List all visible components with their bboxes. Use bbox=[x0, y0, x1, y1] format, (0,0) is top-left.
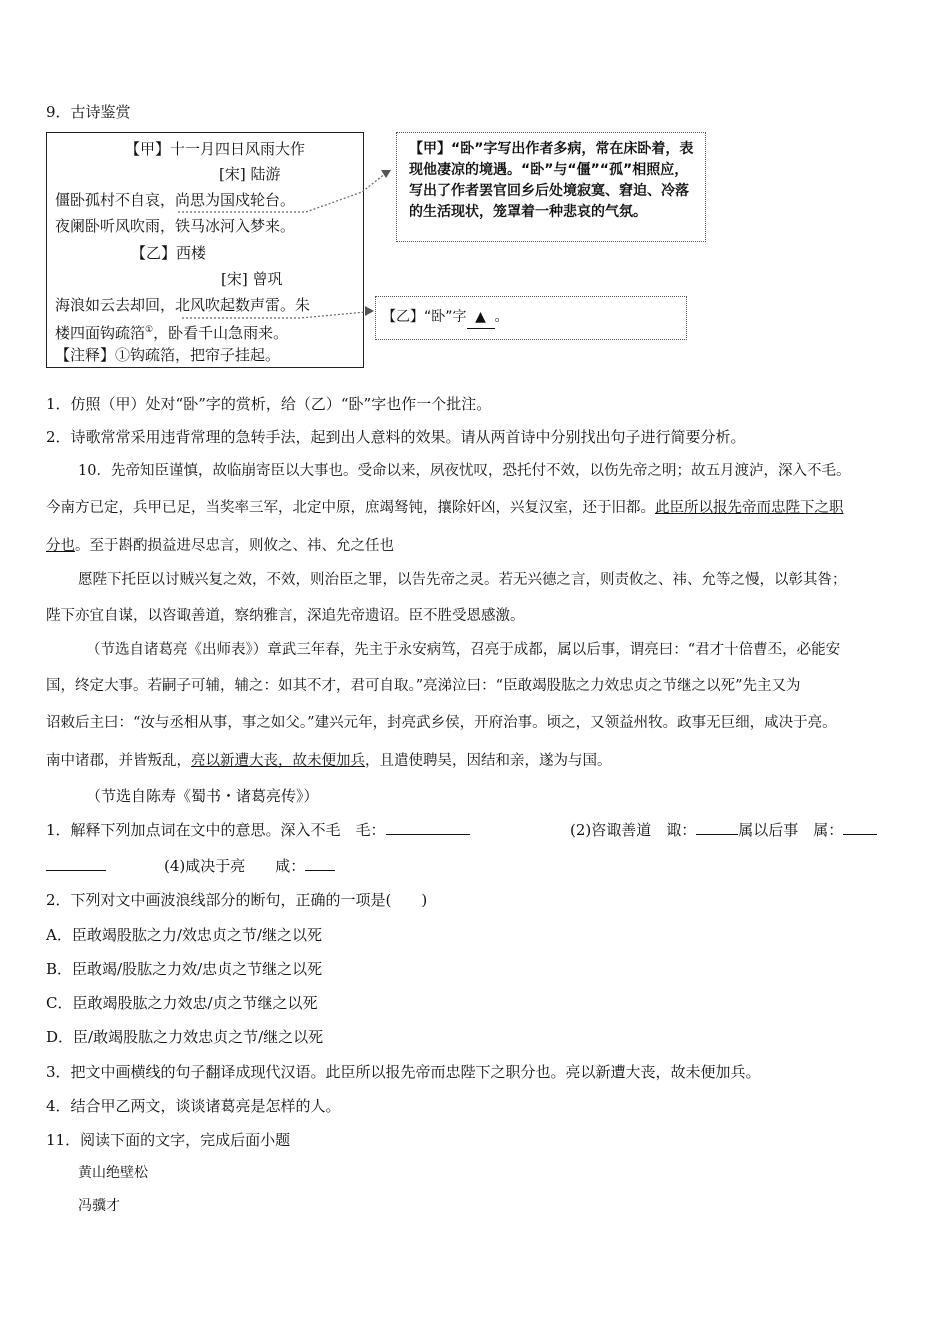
poem-jia-line2: 夜阑卧听风吹雨，铁马冰河入梦来。 bbox=[55, 217, 296, 235]
poem-jia-line1: 僵卧孤村不自哀，尚思为国戍轮台。 bbox=[55, 191, 296, 209]
blank-mao[interactable] bbox=[386, 820, 470, 835]
arrow-yi-head bbox=[365, 306, 374, 316]
q10-p3-line3: 诏敕后主曰：“汝与丞相从事，事之如父。”建兴元年，封亮武乡侯，开府治事。顷之，又领益州牧。政事无巨细，咸决于亮。 bbox=[46, 715, 837, 731]
q10-p3-line2: 国，终定大事。若嗣子可辅，辅之：如其不才，君可自取。”亮涕泣曰：“臣敢竭股肱之力效忠贞之节继之以死”先主又为 bbox=[46, 678, 801, 694]
q10-p3-line1: （节选自诸葛亮《出师表》）章武三年春，先主于永安病笃，召亮于成都，属以后事，谓亮曰：“君才十倍曹丕，必能安 bbox=[86, 642, 841, 658]
blank-shu[interactable] bbox=[843, 820, 877, 835]
q10-p1-line1: 10．先帝知臣谨慎，故临崩寄臣以大事也。受命以来，夙夜忧叹，恐托付不效，以伤先帝之明；故五月渡泸，深入不毛。 bbox=[78, 463, 851, 479]
arrow-yi bbox=[182, 312, 366, 318]
q10-question2: 2．下列对文中画波浪线部分的断句，正确的一项是( ) bbox=[46, 891, 428, 909]
option-b: B．臣敢竭/股肱之力效/忠贞之节继之以死 bbox=[46, 960, 323, 978]
underlined-sentence-1: 此臣所以报先帝而忠陛下之职 bbox=[655, 500, 844, 516]
option-c: C．臣敢竭股肱之力效忠/贞之节继之以死 bbox=[46, 994, 318, 1012]
essay-title: 黄山绝壁松 bbox=[78, 1165, 148, 1181]
q10-p3-line4: 南中诸郡，并皆叛乱，亮以新遭大丧，故未便加兵，且遣使聘吴，因结和亲，遂为与国。 bbox=[46, 753, 612, 769]
blank-shu-cont[interactable] bbox=[46, 856, 106, 871]
q10-question3: 3．把文中画横线的句子翻译成现代汉语。此臣所以报先帝而忠陛下之职分也。亮以新遭大丧，故未便加兵。 bbox=[46, 1063, 761, 1081]
q10-p1-line2: 今南方已定，兵甲已足，当奖率三军，北定中原，庶竭驽钝，攘除奸凶，兴复汉室，还于旧都。此臣所以报先帝而忠陛下之职 bbox=[46, 500, 844, 516]
poem-jia-author: [宋] 陆游 bbox=[219, 165, 281, 183]
q10-question1-part3: (4)咸决于亮 咸： bbox=[46, 856, 335, 876]
poem-yi-line1: 海浪如云去却回，北风吹起数声雷。朱 bbox=[55, 296, 311, 314]
poem-yi-line2: 楼四面钩疏箔①，卧看千山急雨来。 bbox=[55, 324, 289, 342]
q10-p2-line2: 陛下亦宜自谋，以咨诹善道，察纳雅言，深追先帝遗诏。臣不胜受恩感激。 bbox=[46, 608, 525, 624]
q9-question2: 2．诗歌常常采用违背常理的急转手法，起到出人意料的效果。请从两首诗中分别找出句子进行简要分析。 bbox=[46, 428, 746, 446]
q11-title: 11．阅读下面的文字，完成后面小题 bbox=[46, 1131, 291, 1149]
essay-author: 冯骥才 bbox=[78, 1198, 120, 1214]
q9-question1: 1．仿照（甲）处对“卧”字的赏析，给（乙）“卧”字也作一个批注。 bbox=[46, 395, 492, 413]
poem-note: 【注释】①钩疏箔，把帘子挂起。 bbox=[55, 346, 281, 364]
q10-question1: 1．解释下列加点词在文中的意思。深入不毛 毛： bbox=[46, 820, 470, 840]
q10-source2: （节选自陈寿《蜀书・诸葛亮传》） bbox=[86, 787, 319, 805]
poem-yi-author: [宋] 曾巩 bbox=[221, 270, 283, 288]
poem-jia-title: 【甲】十一月四日风雨大作 bbox=[125, 140, 306, 158]
arrow-jia bbox=[178, 173, 386, 212]
option-d: D．臣/敢竭股肱之力效忠贞之节/继之以死 bbox=[46, 1028, 324, 1046]
poem-yi-title: 【乙】西楼 bbox=[131, 244, 207, 262]
annotation-yi-text: 【乙】“卧”字 ▲ 。 bbox=[382, 307, 509, 329]
q10-question1-part2: (2)咨诹善道 诹： 属以后事 属： bbox=[570, 820, 877, 840]
q9-title: 9．古诗鉴赏 bbox=[46, 103, 131, 121]
annotation-arrows bbox=[0, 0, 950, 400]
footnote-mark: ① bbox=[145, 325, 154, 335]
q10-question4: 4．结合甲乙两文，谈谈诸葛亮是怎样的人。 bbox=[46, 1097, 341, 1115]
option-a: A．臣敢竭股肱之力/效忠贞之节/继之以死 bbox=[46, 926, 322, 944]
blank-xian[interactable] bbox=[305, 856, 335, 871]
q10-p2-line1: 愿陛下托臣以讨贼兴复之效，不效，则治臣之罪，以告先帝之灵。若无兴德之言，则责攸之、祎、允等之慢，以彰其咎； bbox=[78, 572, 847, 588]
arrow-jia-head bbox=[381, 170, 391, 178]
annotation-jia-text: 【甲】“卧”字写出作者多病，常在床卧着，表现他凄凉的境遇。“卧”与“僵”“孤”相照应，写出了作者罢官回乡后处境寂寞、窘迫、冷落的生活现状，笼罩着一种悲哀的气氛。 bbox=[409, 141, 694, 220]
blank-zou[interactable] bbox=[696, 820, 738, 835]
annotation-yi-blank: ▲ bbox=[467, 307, 495, 329]
underlined-sentence-2: 亮以新遭大丧，故未便加兵 bbox=[191, 753, 365, 769]
q10-p1-line3: 分也。至于斟酌损益进尽忠言，则攸之、祎、允之任也 bbox=[46, 538, 394, 554]
